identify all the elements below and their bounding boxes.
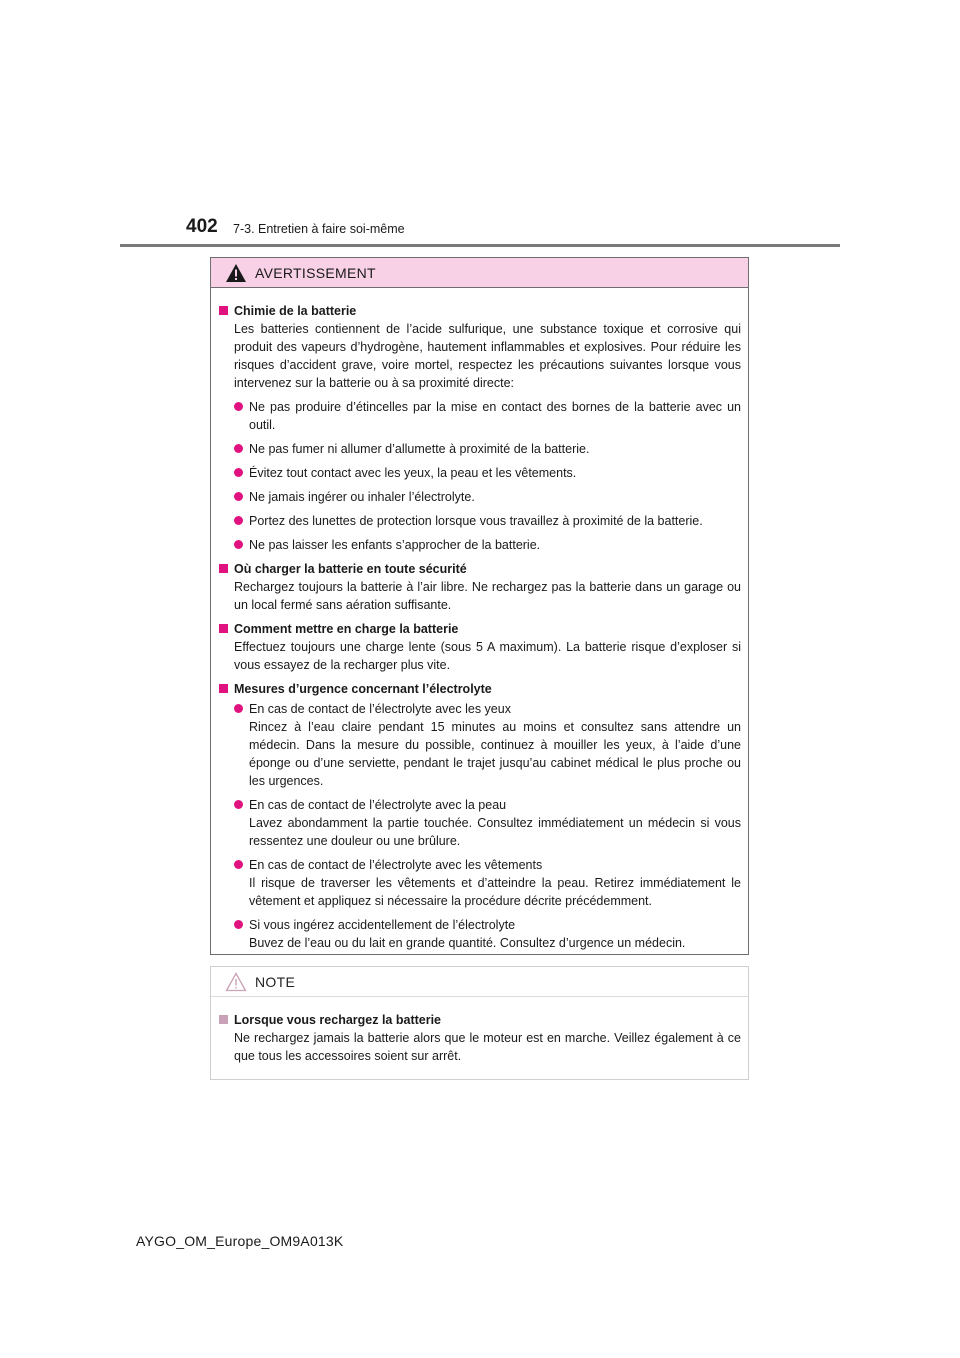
caution-triangle-icon bbox=[225, 972, 247, 992]
section-heading: Chimie de la batterie bbox=[218, 302, 741, 320]
note-title: NOTE bbox=[255, 973, 296, 990]
warning-body bbox=[211, 288, 748, 952]
list-item: Évitez tout contact avec les yeux, la peau et les vêtements. bbox=[218, 464, 741, 482]
warning-box bbox=[210, 257, 749, 955]
dot-bullet-icon bbox=[234, 444, 243, 453]
dot-bullet-icon bbox=[234, 860, 243, 869]
footer-doc-code: AYGO_OM_Europe_OM9A013K bbox=[136, 1233, 344, 1249]
square-bullet-icon bbox=[219, 624, 228, 633]
list-item: Ne pas produire d’étincelles par la mise en contact des bornes de la batterie avec un outil. bbox=[218, 398, 741, 434]
note-body bbox=[211, 997, 748, 1065]
square-bullet-icon bbox=[219, 684, 228, 693]
paragraph: Ne rechargez jamais la batterie alors que le moteur est en marche. Veillez également à ce que tous les accessoires soient sur arrêt. bbox=[234, 1031, 741, 1063]
list-item: En cas de contact de l’électrolyte avec la peau Lavez abondamment la partie touchée. Consultez immédiatement un médecin si vous ressentez une douleur ou une brûlure. bbox=[218, 796, 741, 850]
warning-triangle-icon bbox=[225, 263, 247, 283]
list-item: Portez des lunettes de protection lorsque vous travaillez à proximité de la batterie. bbox=[218, 512, 741, 530]
section-heading: Mesures d’urgence concernant l’électrolyte bbox=[218, 680, 741, 698]
list-item: En cas de contact de l’électrolyte avec les yeux Rincez à l’eau claire pendant 15 minutes au moins et consultez sans attendre un médecin. Dans la mesure du possible, continuez à mouiller les yeux, à l’aide d’une éponge ou d’une serviette, pendant le trajet jusqu’au cabinet médical le plus proche ou les urgences. bbox=[218, 700, 741, 790]
note-box bbox=[210, 966, 749, 1080]
dot-bullet-icon bbox=[234, 516, 243, 525]
dot-bullet-icon bbox=[234, 402, 243, 411]
list-item: Si vous ingérez accidentellement de l’électrolyte Buvez de l’eau ou du lait en grande quantité. Consultez d’urgence un médecin. bbox=[218, 916, 741, 952]
paragraph: Rechargez toujours la batterie à l’air libre. Ne rechargez pas la batterie dans un garage ou un local fermé sans aération suffisante. bbox=[234, 580, 741, 612]
paragraph: Les batteries contiennent de l’acide sulfurique, une substance toxique et corrosive qui produit des vapeurs d’hydrogène, hautement inflammables et explosives. Pour réduire les risques d’accident grave, voire mortel, respectez les précautions suivantes lorsque vous intervenez sur la batterie ou à sa proximité directe: bbox=[234, 322, 741, 390]
warning-header bbox=[211, 258, 748, 288]
paragraph: Effectuez toujours une charge lente (sous 5 A maximum). La batterie risque d’exploser si vous essayez de la recharger plus vite. bbox=[234, 640, 741, 672]
dot-bullet-icon bbox=[234, 800, 243, 809]
square-bullet-icon bbox=[219, 564, 228, 573]
header-rule bbox=[120, 244, 840, 247]
square-bullet-icon bbox=[219, 306, 228, 315]
dot-bullet-icon bbox=[234, 492, 243, 501]
warning-title: AVERTISSEMENT bbox=[255, 264, 376, 281]
square-bullet-icon bbox=[219, 1015, 228, 1024]
section-heading: Lorsque vous rechargez la batterie bbox=[218, 1011, 741, 1029]
dot-bullet-icon bbox=[234, 920, 243, 929]
section-title: 7-3. Entretien à faire soi-même bbox=[233, 222, 405, 236]
dot-bullet-icon bbox=[234, 704, 243, 713]
list-item: Ne pas laisser les enfants s’approcher de la batterie. bbox=[218, 536, 741, 554]
section-heading: Où charger la batterie en toute sécurité bbox=[218, 560, 741, 578]
list-item: En cas de contact de l’électrolyte avec les vêtements Il risque de traverser les vêtements et d’atteindre la peau. Retirez immédiatement le vêtement et appliquez si nécessaire la procédure décrite précédemment. bbox=[218, 856, 741, 910]
page-number: 402 bbox=[186, 216, 218, 237]
section-heading: Comment mettre en charge la batterie bbox=[218, 620, 741, 638]
list-item: Ne jamais ingérer ou inhaler l’électrolyte. bbox=[218, 488, 741, 506]
dot-bullet-icon bbox=[234, 468, 243, 477]
dot-bullet-icon bbox=[234, 540, 243, 549]
note-header bbox=[211, 967, 748, 997]
list-item: Ne pas fumer ni allumer d’allumette à proximité de la batterie. bbox=[218, 440, 741, 458]
